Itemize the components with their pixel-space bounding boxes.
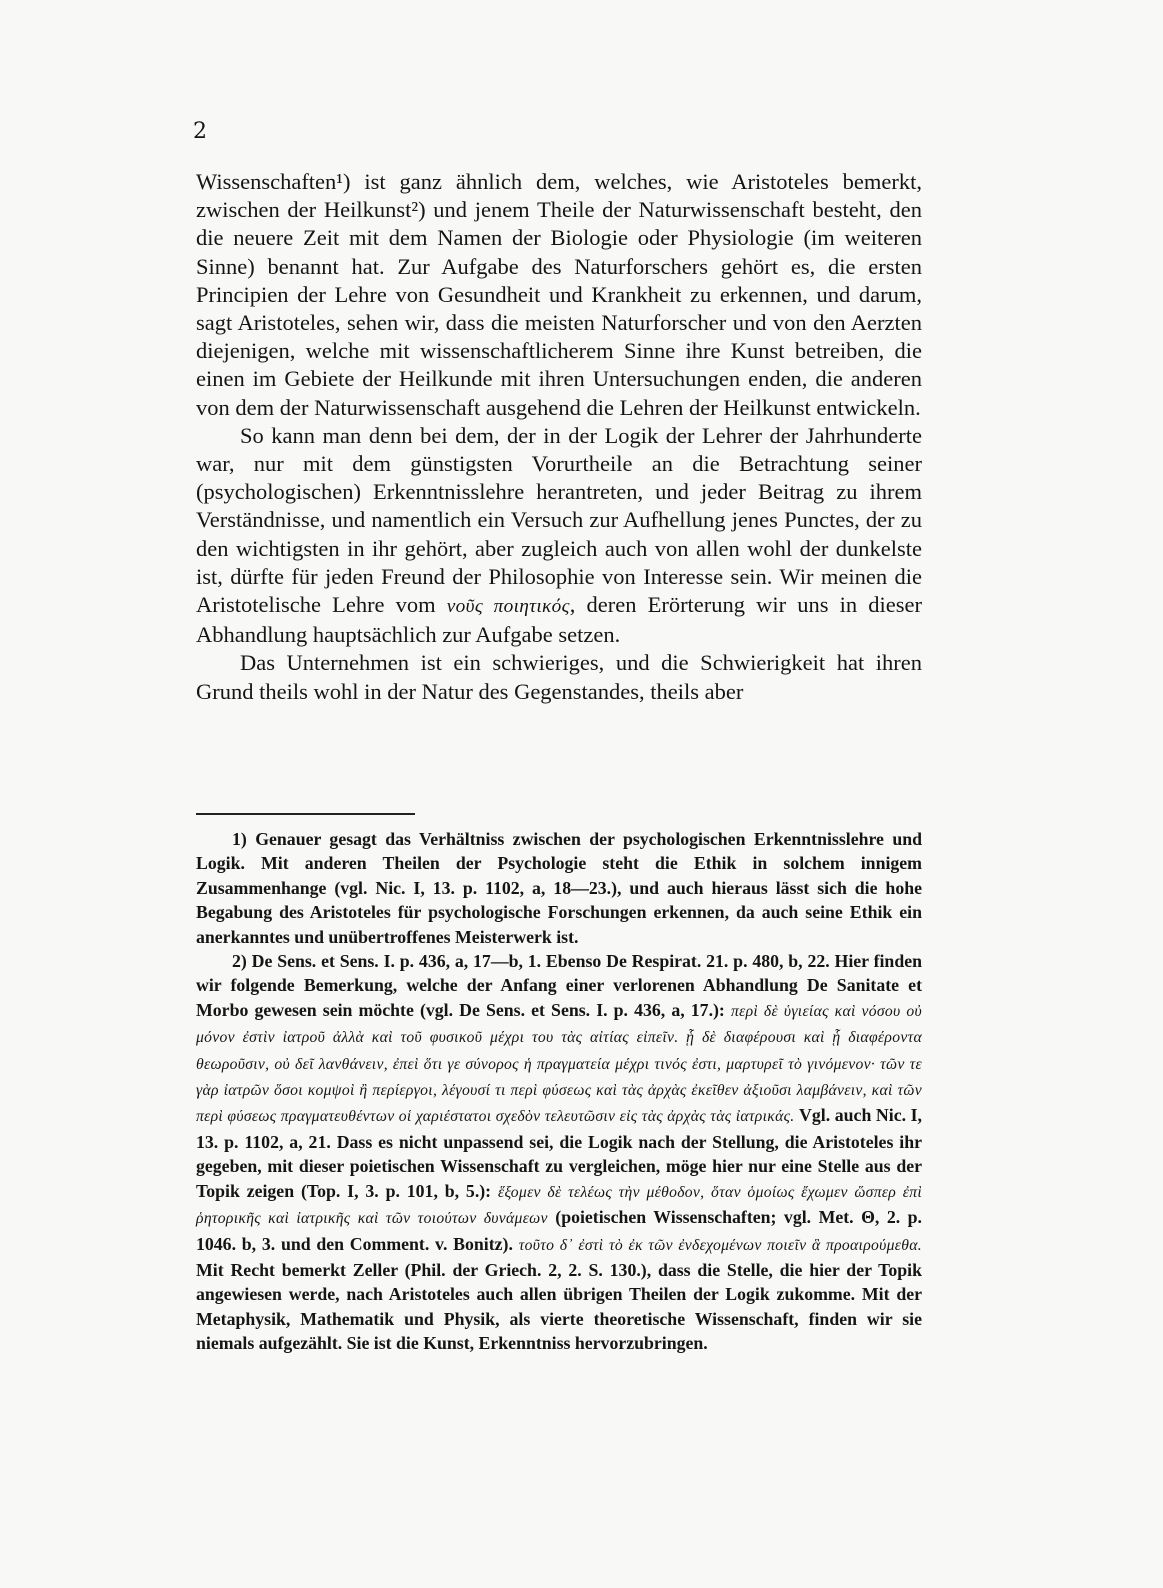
paragraph	[196, 422, 922, 650]
text-segment: 1) Genauer gesagt das Verhältniss zwischen der psychologischen Erkenntnisslehre und Logik. Mit anderen Theilen der Psychologie steht die Ethik in solchem innigem Zusammenhange (vgl. Nic. I, 13. p. 1102, a, 18—23.), und auch hieraus lässt sich die hohe Begabung des Aristoteles für psychologische Forschungen erkennen, da auch seine Ethik ein anerkanntes und unübertroffenes Meisterwerk ist.	[196, 829, 922, 947]
text-segment: Vgl. auch Nic. I, 13. p. 1102, a, 21. Dass es nicht unpassend sei, die Logik nach der Stellung, die Aristoteles ihr gegeben, mit dieser poietischen Wissenschaft zu vergleichen, möge hier nur eine Stelle aus der Topik zeigen (Top. I, 3. p. 101, b, 5.):	[196, 1105, 922, 1201]
text-segment: Wissenschaften¹) ist ganz ähnlich dem, welches, wie Aristoteles bemerkt, zwischen der Heilkunst²) und jenem Theile der Naturwissenschaft besteht, den die neuere Zeit mit dem Namen der Biologie oder Physiologie (im weiteren Sinne) benannt hat. Zur Aufgabe des Naturforschers gehört es, die ersten Principien der Lehre von Gesundheit und Krankheit zu erkennen, und darum, sagt Aristoteles, sehen wir, dass die meisten Naturforscher und von den Aerzten diejenigen, welche mit wissenschaftlicherem Sinne ihre Kunst betreiben, die einen im Gebiete der Heilkunde mit ihren Untersuchungen enden, die anderen von dem der Naturwissenschaft ausgehend die Lehren der Heilkunst entwickeln.	[196, 169, 922, 420]
footnote	[196, 827, 922, 949]
greek-text: τοῦτο δ᾽ ἐστὶ τὸ ἐκ τῶν ἐνδεχομένων ποιεῖν ἃ προαιρούμεθα.	[518, 1236, 922, 1254]
text-segment: , deren Erörterung wir uns in dieser Abhandlung hauptsächlich zur Aufgabe setzen.	[196, 592, 922, 648]
footnotes	[196, 827, 922, 1356]
paragraph	[196, 168, 922, 422]
text-segment: So kann man denn bei dem, der in der Logik der Lehrer der Jahrhunderte war, nur mit dem günstigsten Vorurtheile an die Betrachtung seiner (psychologischen) Erkenntnisslehre herantreten, und jeder Beitrag zu ihrem Verständnisse, und namentlich ein Versuch zur Aufhellung jenes Punctes, der zu den wichtigsten in ihr gehört, aber zugleich auch von allen wohl der dunkelste ist, dürfte für jeden Freund der Philosophie von Interesse sein. Wir meinen die Aristotelische Lehre vom	[196, 422, 922, 618]
paragraph	[196, 649, 922, 705]
page-number: 2	[193, 119, 207, 144]
greek-text: ἕξομεν δὲ τελέως τὴν μέθοδον, ὅταν ὁμοίως ἔχωμεν ὥσπερ ἐπὶ ῥητορικῆς καὶ ἰατρικῆς καὶ τῶν τοιούτων δυνάμεων	[196, 1183, 923, 1228]
text-segment: 2) De Sens. et Sens. I. p. 436, a, 17—b, 1. Ebenso De Respirat. 21. p. 480, b, 22. Hier finden wir folgende Bemerkung, welche der Anfang einer verlorenen Abhandlung De Sanitate et Morbo gewesen sein möchte (vgl. De Sens. et Sens. I. p. 436, a, 17.):	[196, 951, 922, 1020]
text-segment: Mit Recht bemerkt Zeller (Phil. der Griech. 2, 2. S. 130.), dass die Stelle, die hier der Topik angewiesen werde, nach Aristoteles auch allen übrigen Theilen der Logik zukomme. Mit der Metaphysik, Mathematik und Physik, als vierte theoretische Wissenschaft, finden wir sie niemals aufgezählt. Sie ist die Kunst, Erkenntniss hervorzubringen.	[196, 1259, 922, 1354]
main-text	[196, 168, 922, 706]
footnote	[196, 949, 922, 1356]
text-segment: Das Unternehmen ist ein schwieriges, und die Schwierigkeit hat ihren Grund theils wohl in der Natur des Gegenstandes, theils aber	[196, 650, 922, 704]
text-segment: (poietischen Wissenschaften; vgl. Met. Θ, 2. p. 1046. b, 3. und den Comment. v. Bonitz).	[196, 1207, 922, 1254]
footnote-separator	[196, 813, 415, 815]
greek-text: περὶ δὲ ὑγιείας καὶ νόσου οὐ μόνον ἐστὶν ἰατροῦ ἀλλὰ καὶ τοῦ φυσικοῦ μέχρι του τὰς αἰτίας εἰπεῖν. ᾗ δὲ διαφέρουσι καὶ ᾗ διαφέροντα θεωροῦσιν, οὐ δεῖ λανθάνειν, ἐπεὶ ὅτι γε σύνορος ἡ πραγματεία μέχρι τινός ἐστι, μαρτυρεῖ τὸ γινόμενον· τῶν τε γὰρ ἰατρῶν ὅσοι κομψοὶ ἢ περίεργοι, λέγουσί τι περὶ φύσεως καὶ τὰς ἀρχὰς ἐκεῖθεν ἀξιοῦσι λαμβάνειν, καὶ τῶν περὶ φύσεως πραγματευθέντων οἱ χαριέστατοι σχεδὸν τελευτῶσιν εἰς τὰς ἀρχὰς τὰς ἰατρικάς.	[196, 1002, 922, 1126]
greek-text: νοῦς ποιητικός	[446, 596, 570, 618]
